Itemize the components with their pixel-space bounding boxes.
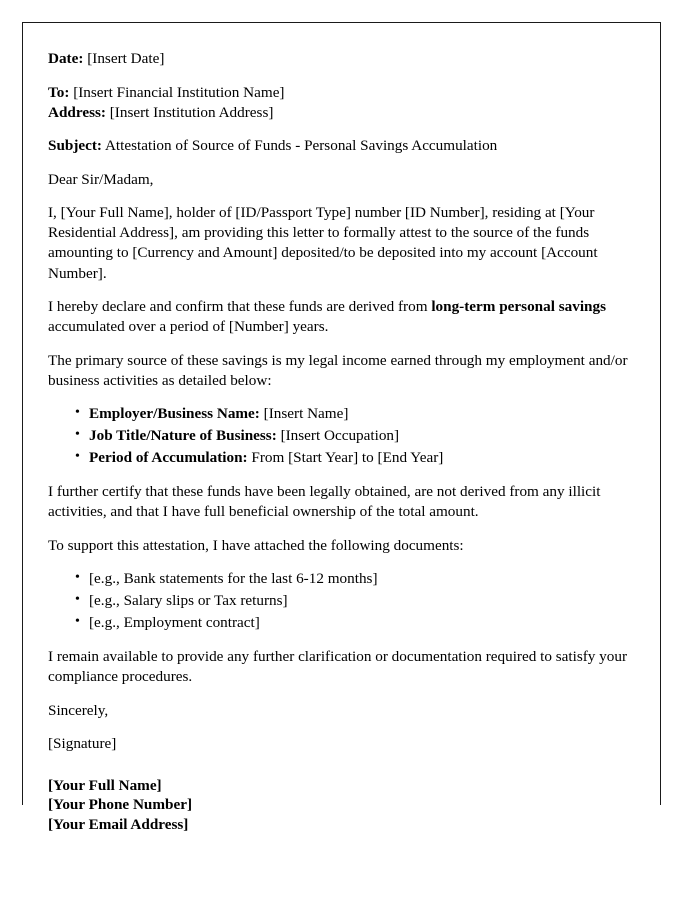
recipient-line	[48, 83, 638, 103]
subject-value: Attestation of Source of Funds - Personal Savings Accumulation	[104, 137, 498, 155]
list-item	[75, 404, 638, 424]
source-detail-value: [Insert Name]	[259, 405, 349, 423]
attached-documents-list	[48, 569, 638, 633]
signature-spacer	[48, 768, 638, 776]
list-item: • [e.g., Employment contract]	[75, 613, 638, 633]
signature-block	[48, 776, 638, 835]
list-item	[75, 426, 638, 446]
closing-paragraph: I remain available to provide any further clarification or documentation required to satisfy your compliance procedures.	[48, 647, 628, 685]
list-item	[75, 448, 638, 468]
salutation: Dear Sir/Madam,	[48, 170, 154, 188]
source-detail-label: Job Title/Nature of Business:	[89, 427, 277, 445]
subject-line	[48, 136, 638, 156]
declaration-emphasis: long-term personal savings	[431, 298, 606, 316]
to-label: To:	[48, 83, 70, 101]
date-label: Date:	[48, 50, 84, 67]
signer-email: [Your Email Address]	[48, 816, 189, 834]
certification-paragraph: I further certify that these funds have been legally obtained, are not derived from any illicit activities, and that I have full beneficial ownership of the total amount.	[48, 483, 601, 521]
source-intro-paragraph: The primary source of these savings is my legal income earned through my employment and/or business activities as detailed below:	[48, 351, 628, 389]
to-value: [Insert Financial Institution Name]	[73, 83, 285, 101]
document-page-frame	[22, 22, 661, 834]
signature-placeholder: [Signature]	[48, 735, 117, 753]
declaration-paragraph	[48, 297, 638, 337]
signer-name: [Your Full Name]	[48, 776, 162, 794]
intro-paragraph: I, [Your Full Name], holder of [ID/Passport Type] number [ID Number], residing at [Your Residential Address], am providing this letter to formally attest to the source of the funds amounting to [Currency and Amount] deposited/to be deposited into my account [Account Number].	[48, 204, 598, 282]
source-detail-label: Period of Accumulation:	[89, 449, 248, 467]
source-details-list	[48, 404, 638, 468]
source-detail-label: Employer/Business Name:	[89, 405, 260, 423]
address-value: [Insert Institution Address]	[109, 103, 274, 121]
declaration-text-before: I hereby declare and confirm that these funds are derived from	[48, 298, 432, 316]
documents-intro-paragraph: To support this attestation, I have attached the following documents:	[48, 536, 464, 554]
list-item: • [e.g., Salary slips or Tax returns]	[75, 591, 638, 611]
source-detail-value: [Insert Occupation]	[276, 427, 400, 445]
address-label: Address:	[48, 103, 106, 121]
subject-label: Subject:	[48, 137, 102, 155]
list-item: • [e.g., Bank statements for the last 6-12 months]	[75, 569, 638, 589]
letter-body	[48, 49, 638, 835]
declaration-text-after: accumulated over a period of [Number] years.	[48, 318, 329, 336]
date-value: [Insert Date]	[87, 50, 165, 67]
date-line	[48, 49, 638, 69]
address-line	[48, 103, 638, 123]
source-detail-value: From [Start Year] to [End Year]	[247, 449, 444, 467]
valediction: Sincerely,	[48, 701, 109, 719]
signer-phone: [Your Phone Number]	[48, 796, 192, 814]
